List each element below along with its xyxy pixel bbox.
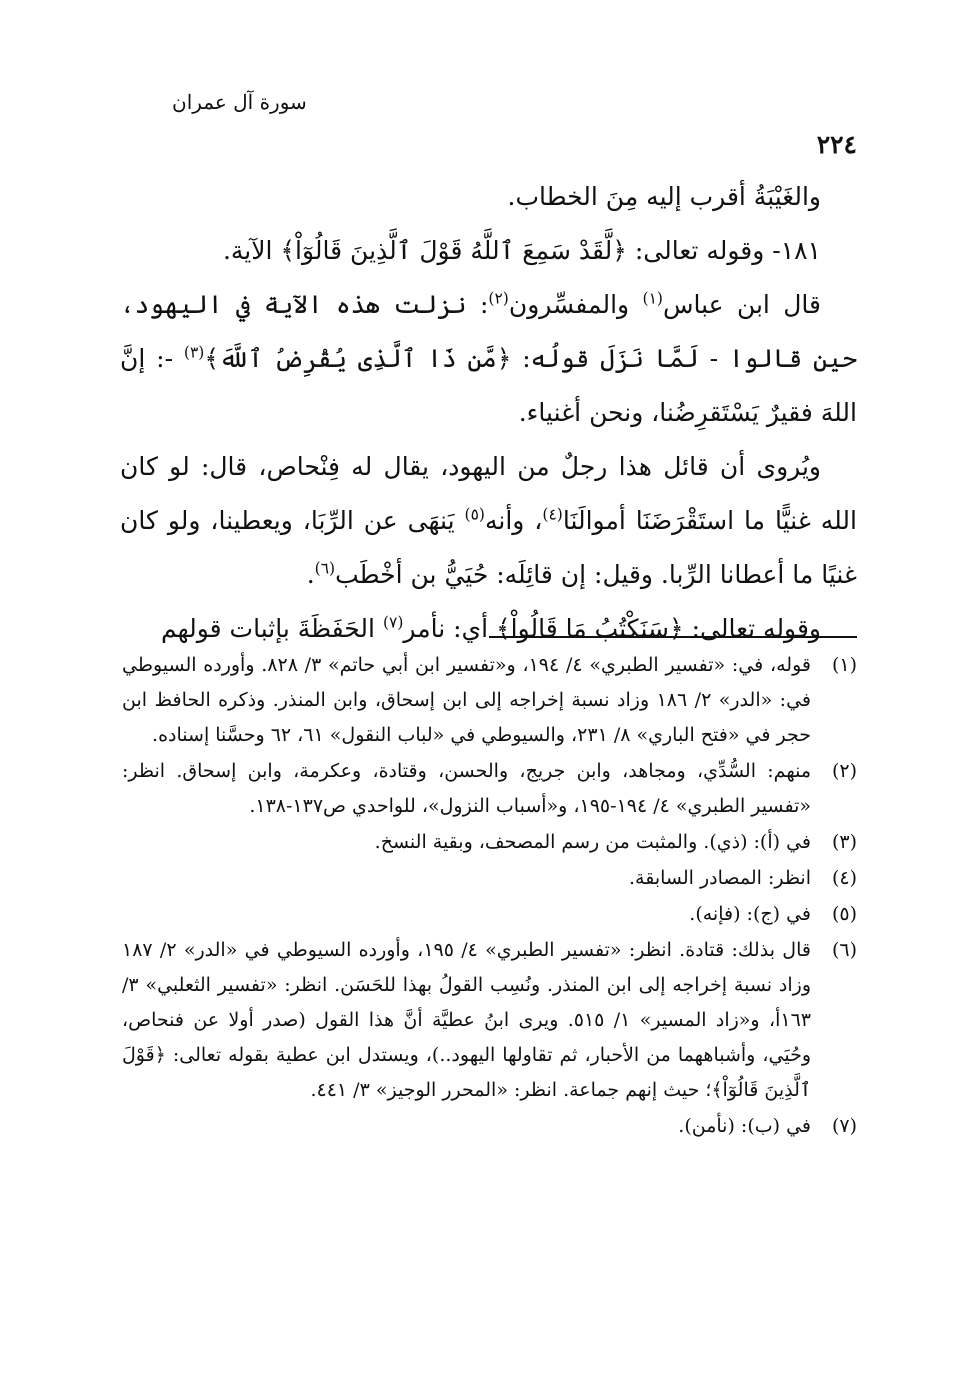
main-text [120,170,857,656]
paragraph-text: . [306,560,315,589]
paragraph-text: الحَفَظَةَ بإثبات قولهم [160,614,383,643]
footnote-5 [122,897,857,932]
footnote-divider [489,636,857,638]
paragraph-3 [120,278,857,440]
footnote-3 [122,825,857,860]
footnote-number: (٧) [831,1115,857,1137]
paragraph-text: : نزلت هذه الآية في اليهود، حين قالوا - لَمَّا نَزَلَ قولُه: ﴿مَّن ذَا ٱلَّذِى يُقْرِضُ ٱللَّهَ﴾ [120,290,857,373]
footnote-text: قوله، في: «تفسير الطبري» ٤/ ١٩٤، و«تفسير ابن أبي حاتم» ٣/ ٨٢٨. وأورده السيوطي في: «الدر» ٢/ ١٨٦ وزاد نسبة إخراجه إلى ابن إسحاق، وابن المنذر. وذكره الحافظ ابن حجر في «فتح الباري» ٨/ ٢٣١، والسيوطي في «لباب النقول» ٦١، ٦٢ وحسَّنا إسناده. [122,654,811,746]
paragraph-text: وقوله تعالى: ﴿سَنَكْتُبُ مَا قَالُواْ﴾ أي: نأمر [403,614,821,643]
footnote-number: (٣) [831,831,857,853]
footnote-6 [122,933,857,1108]
paragraph-verse-181 [120,224,857,278]
footnote-text: انظر: المصادر السابقة. [628,867,811,889]
footnote-ref: (٧) [382,613,404,632]
footnote-text: قال بذلك: قتادة. انظر: «تفسير الطبري» ٤/ ١٩٥، وأورده السيوطي في «الدر» ٢/ ١٨٧ وزاد نسبة إخراجه إلى ابن المنذر. ونُسِب القولُ بهذا للحَسَن. انظر: «تفسير الثعلبي» ٣/ ١٦٣أ، و«زاد المسير» ١/ ٥١٥. ويرى ابنُ عطيَّة أنَّ هذا القول (صدر أولا عن فنحاص، وحُيَي، وأشباههما من الأحبار، ثم تقاولها اليهود..)، ويستدل ابن عطية بقوله تعالى: ﴿قَوْلَ ٱلَّذِينَ قَالُوٓاْ﴾؛ حيث إنهم جماعة. انظر: «المحرر الوجيز» ٣/ ٤٤١. [122,939,811,1101]
footnote-1 [122,648,857,753]
paragraph-text: قال ابن عباس [662,290,822,319]
footnote-7 [122,1109,857,1144]
paragraph-1 [120,170,857,224]
surah-name-header: سورة آل عمران [172,90,307,114]
paragraph-text: والغَيْبَةُ أقرب إليه مِنَ الخطاب. [507,182,821,211]
footnote-number: (١) [831,654,857,676]
footnote-2 [122,754,857,824]
footnote-number: (٥) [831,903,857,925]
paragraph-text: والمفسِّرون [508,290,643,319]
footnote-text: منهم: السُّدِّي، ومجاهد، وابن جريج، والحسن، وقتادة، وعكرمة، وابن إسحاق. انظر: «تفسير الطبري» ٤/ ١٩٤-١٩٥، و«أسباب النزول»، للواحدي ص١٣٧-١٣٨. [122,760,811,817]
footnote-ref: (٢) [488,289,509,308]
footnote-number: (٤) [831,867,857,889]
page-number: ٢٢٤ [816,130,857,159]
paragraph-text: يَنهَى عن الرِّبَا، ويعطينا، ولو كان غنيًا ما أعطانا الرِّبا. وقيل: إن قائِلَه: حُيَيُّ بن أخْطَب [120,506,857,589]
footnote-ref: (٣) [183,343,205,362]
paragraph-text: ويُروى أن قائل هذا رجلٌ من اليهود، يقال له فِنْحاص، قال: لو كان الله غنيًّا ما استَقْرَضَنَا أموالَنَا [120,452,857,535]
footnote-number: (٦) [831,939,857,961]
paragraph-text: -: إنَّ اللهَ فقيرٌ يَسْتَقرِضُنا، ونحن أغنياء. [120,344,857,427]
footnote-ref: (٥) [464,505,485,524]
paragraph-4 [120,440,857,602]
footnote-text: في (أ): (ذي). والمثبت من رسم المصحف، وبقية النسخ. [374,831,811,853]
footnote-text: في (ج): (فإنه). [689,903,811,925]
footnote-ref: (٤) [542,505,563,524]
footnotes [122,648,857,1145]
paragraph-text: ، وأنه [484,506,543,535]
page-header [120,88,857,158]
footnote-ref: (٦) [314,559,336,578]
footnote-4 [122,861,857,896]
paragraph-text: ١٨١- وقوله تعالى: ﴿لَّقَدْ سَمِعَ ٱللَّهُ قَوْلَ ٱلَّذِينَ قَالُوٓاْ﴾ الآية. [222,236,821,265]
footnote-ref: (١) [642,289,663,308]
footnote-number: (٢) [831,760,857,782]
footnote-text: في (ب): (نأمن). [678,1115,811,1137]
